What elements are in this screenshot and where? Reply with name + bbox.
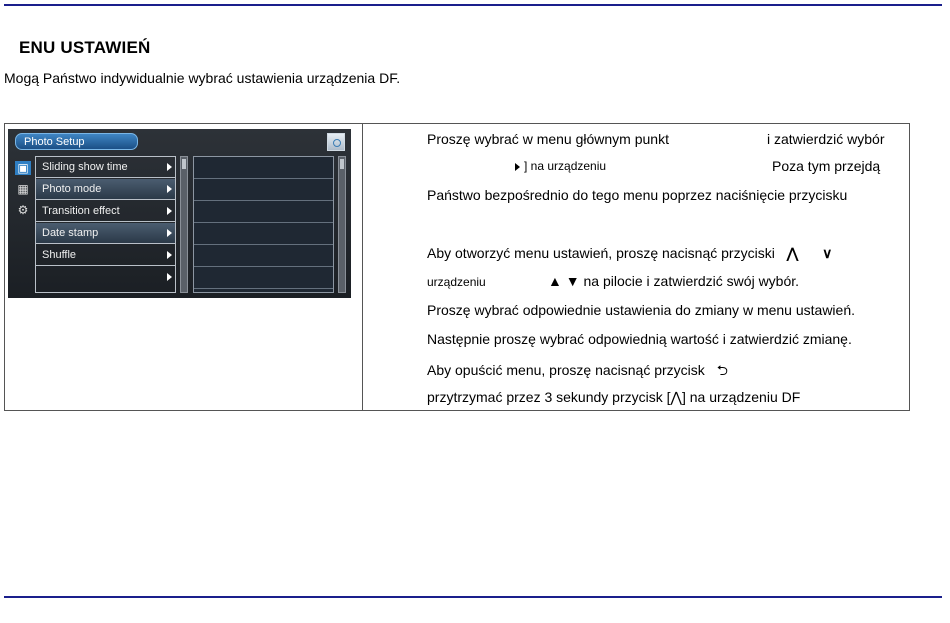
instruction-text: Aby otworzyć menu ustawień, proszę nacisnąć przyciski bbox=[427, 245, 775, 261]
menu-item-label: Photo mode bbox=[42, 183, 102, 195]
instruction-line-6: Proszę wybrać odpowiednie ustawienia do zmiany w menu ustawień. bbox=[427, 302, 855, 318]
menu-item-label: Shuffle bbox=[42, 249, 77, 261]
instruction-line-8 bbox=[427, 360, 728, 384]
top-rule bbox=[4, 4, 942, 6]
menu-item-label: Transition effect bbox=[42, 205, 120, 217]
up-down-arrows-icon: ▲ ▼ bbox=[548, 273, 580, 289]
bottom-rule bbox=[4, 596, 942, 598]
settings-menu bbox=[35, 156, 176, 293]
menu-item-label: Sliding show time bbox=[42, 161, 128, 173]
instruction-line-2a bbox=[515, 159, 606, 173]
menu-item-sliding-show-time[interactable] bbox=[36, 157, 175, 178]
instruction-table bbox=[4, 123, 910, 411]
instruction-line-4 bbox=[427, 245, 832, 262]
intro-text: Mogą Państwo indywidualnie wybrać ustawienia urządzenia DF. bbox=[4, 70, 401, 86]
instruction-line-5b bbox=[548, 273, 799, 289]
settings-gear-icon[interactable]: ⚙ bbox=[17, 203, 29, 217]
device-screen bbox=[8, 129, 351, 298]
home-button[interactable] bbox=[327, 133, 345, 151]
menu-scrollbar[interactable] bbox=[180, 156, 188, 293]
back-arrow-icon: ⮌ bbox=[716, 362, 728, 378]
instruction-line-5a: urządzeniu bbox=[427, 275, 486, 289]
photo-setup-title: Photo Setup bbox=[15, 133, 138, 150]
arrow-right-icon bbox=[167, 251, 172, 259]
arrow-right-icon bbox=[167, 185, 172, 193]
instruction-line-3: Państwo bezpośrednio do tego menu poprzez naciśnięcie przycisku bbox=[427, 187, 848, 203]
down-chevron-icon: ∨ bbox=[822, 245, 833, 261]
arrow-right-icon bbox=[515, 163, 520, 171]
up-chevron-icon: ⋀ bbox=[786, 245, 799, 261]
home-icon bbox=[333, 139, 341, 147]
menu-item-photo-mode[interactable] bbox=[36, 179, 175, 200]
value-scrollbar[interactable] bbox=[338, 156, 346, 293]
arrow-right-icon bbox=[167, 273, 172, 281]
arrow-right-icon bbox=[167, 163, 172, 171]
menu-item-label: Date stamp bbox=[42, 227, 99, 239]
instruction-line-1b: i zatwierdzić wybór bbox=[767, 131, 885, 147]
instruction-line-7: Następnie proszę wybrać odpowiednią wartość i zatwierdzić zmianę. bbox=[427, 331, 852, 347]
instruction-text: ] na urządzeniu bbox=[524, 159, 607, 173]
menu-item-date-stamp[interactable] bbox=[36, 223, 175, 244]
instruction-line-1a: Proszę wybrać w menu głównym punkt bbox=[427, 131, 669, 147]
instruction-text: Aby opuścić menu, proszę nacisnąć przycisk bbox=[427, 362, 705, 378]
menu-item-shuffle[interactable] bbox=[36, 245, 175, 266]
arrow-right-icon bbox=[167, 207, 172, 215]
menu-item-empty[interactable] bbox=[36, 267, 175, 288]
photo-icon[interactable]: ▣ bbox=[15, 161, 31, 175]
value-panel bbox=[193, 156, 334, 293]
instruction-text: na pilocie i zatwierdzić swój wybór. bbox=[583, 273, 800, 289]
section-heading: ENU USTAWIEŃ bbox=[19, 38, 151, 57]
instruction-line-9: przytrzymać przez 3 sekundy przycisk [⋀] na urządzeniu DF bbox=[427, 389, 801, 405]
arrow-right-icon bbox=[167, 229, 172, 237]
table-divider bbox=[362, 124, 363, 410]
menu-item-transition-effect[interactable] bbox=[36, 201, 175, 222]
instruction-line-2b: Poza tym przejdą bbox=[772, 158, 881, 174]
calendar-icon[interactable]: ▦ bbox=[17, 182, 29, 196]
